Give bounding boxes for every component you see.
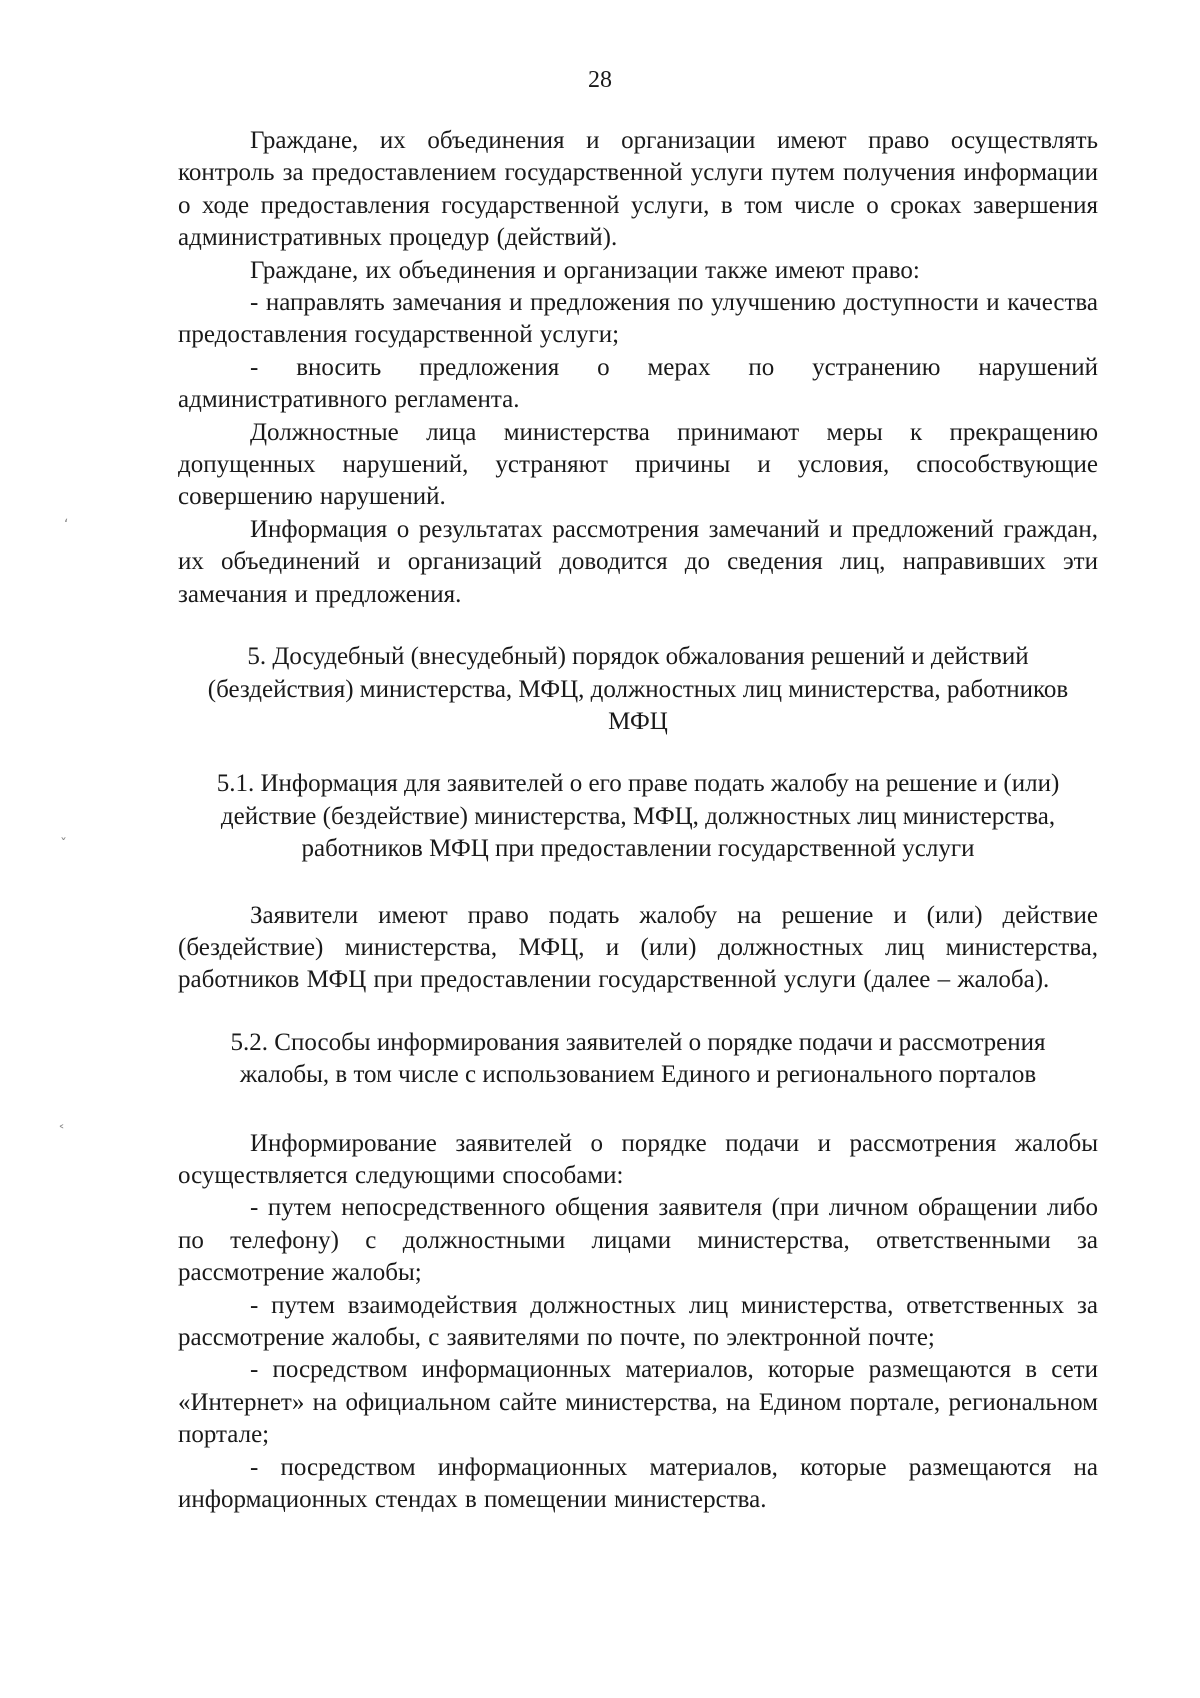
list-item: - путем взаимодействия должностных лиц министерства, ответственных за рассмотрение жалобы, с заявителями по почте, по электронной почте; <box>178 1291 1098 1351</box>
body-paragraph: Заявители имеют право подать жалобу на решение и (или) действие (бездействие) министерства, МФЦ, и (или) должностных лиц министерства, работников МФЦ при предоставлении государственной услуги (далее – жалоба). <box>178 901 1098 994</box>
subsection-heading: 5.2. Способы информирования заявителей о порядке подачи и рассмотрения жалобы, в том числе с использованием Единого и регионального порталов <box>230 1028 1046 1089</box>
page-number: 28 <box>588 67 612 93</box>
list-item: - посредством информационных материалов, которые размещаются на информационных стендах в помещении министерства. <box>178 1453 1098 1514</box>
margin-mark: ˂ <box>58 1124 65 1140</box>
document-body <box>178 125 1098 1516</box>
list-item: - вносить предложения о мерах по устранению нарушений административного регламента. <box>178 353 1098 414</box>
list-item: - посредством информационных материалов, которые размещаются в сети «Интернет» на официальном сайте министерства, на Едином портале, региональном портале; <box>178 1356 1098 1449</box>
section-heading: 5. Досудебный (внесудебный) порядок обжалования решений и действий (бездействия) министерства, МФЦ, должностных лиц министерства, работников МФЦ <box>207 643 1069 735</box>
list-item: - направлять замечания и предложения по улучшению доступности и качества предоставления государственной услуги; <box>178 289 1098 349</box>
body-paragraph: Граждане, их объединения и организации имеют право осуществлять контроль за предоставлением государственной услуги путем получения информации о ходе предоставления государственной услуги, в том числе о сроках завершения административных процедур (действий). <box>178 127 1098 252</box>
body-paragraph: Граждане, их объединения и организации также имеют право: <box>250 256 920 284</box>
body-paragraph: Должностные лица министерства принимают меры к прекращению допущенных нарушений, устраняют причины и условия, способствующие совершению нарушений. <box>178 418 1098 511</box>
margin-mark: ˇ <box>60 837 67 853</box>
body-paragraph: Информация о результатах рассмотрения замечаний и предложений граждан, их объединений и организаций доводится до сведения лиц, направивших эти замечания и предложения. <box>178 515 1098 608</box>
subsection-heading: 5.1. Информация для заявителей о его праве подать жалобу на решение и (или) действие (бездействие) министерства, МФЦ, должностных лиц министерства, работников МФЦ при предоставлении государственной услуги <box>216 770 1060 863</box>
margin-mark: ʻ <box>64 517 69 533</box>
body-paragraph: Информирование заявителей о порядке подачи и рассмотрения жалобы осуществляется следующими способами: <box>178 1129 1098 1189</box>
list-item: - путем непосредственного общения заявителя (при личном обращении либо по телефону) с должностными лицами министерства, ответственными за рассмотрение жалобы; <box>178 1194 1098 1287</box>
